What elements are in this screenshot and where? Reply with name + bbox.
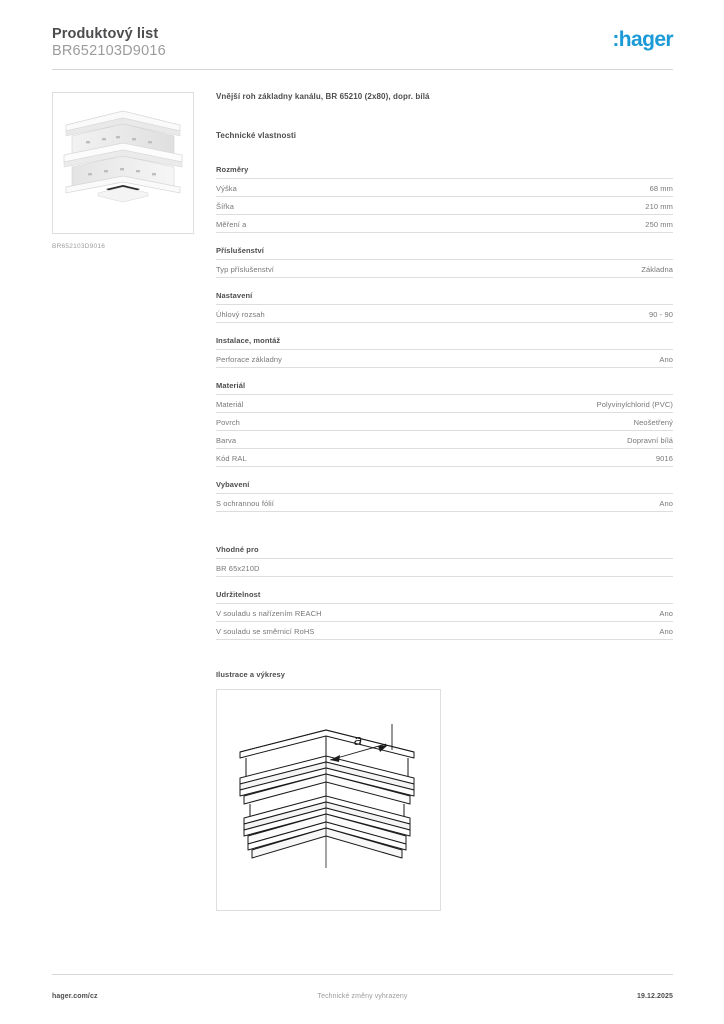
hager-logo: :hager	[612, 28, 673, 51]
spec-row	[216, 395, 673, 413]
spec-group	[216, 246, 673, 278]
product-photo-external-corner-icon	[58, 103, 188, 223]
title-block	[52, 26, 166, 60]
spec-group	[216, 480, 673, 512]
product-photo-frame	[52, 92, 194, 234]
page-title: Produktový list	[52, 26, 159, 42]
spec-value: Ano	[659, 626, 673, 636]
spec-label: Šířka	[216, 201, 235, 211]
spec-group-title: Vhodné pro	[216, 545, 673, 559]
spec-value: 9016	[655, 453, 673, 463]
spec-group	[216, 291, 673, 323]
product-image-column	[52, 92, 194, 250]
spec-label: S ochrannou fólií	[216, 498, 274, 508]
technical-properties-title: Technické vlastnosti	[216, 131, 297, 140]
spec-label: Perforace základny	[216, 354, 283, 364]
page-footer	[52, 993, 673, 1000]
spec-value: Základna	[641, 264, 673, 274]
spec-value: 250 mm	[645, 219, 673, 229]
spec-value: Dopravní bílá	[627, 435, 673, 445]
spec-label: Typ příslušenství	[216, 264, 274, 274]
footer-divider	[52, 974, 673, 975]
spec-row	[216, 431, 673, 449]
spec-label: Barva	[216, 435, 237, 445]
spec-group-title: Nastavení	[216, 291, 673, 305]
footer-disclaimer: Technické změny vyhrazeny	[317, 993, 408, 1000]
spec-label: Měření a	[216, 219, 247, 229]
spec-label: V souladu s nařízením REACH	[216, 608, 322, 618]
spec-label: Materiál	[216, 399, 244, 409]
product-reference: BR652103D9016	[52, 43, 166, 60]
spec-group	[216, 381, 673, 467]
dimension-label-a: a	[353, 732, 363, 749]
page-header	[52, 26, 673, 70]
spec-value: Ano	[659, 498, 673, 508]
spec-group-title: Rozměry	[216, 165, 673, 179]
spec-group-title: Vybavení	[216, 480, 673, 494]
product-description: Vnější roh základny kanálu, BR 65210 (2x80), dopr. bílá	[216, 92, 430, 101]
spec-row	[216, 413, 673, 431]
spec-label: Povrch	[216, 417, 240, 427]
spec-group-title: Materiál	[216, 381, 673, 395]
spec-group	[216, 545, 673, 577]
spec-row	[216, 197, 673, 215]
spec-group	[216, 590, 673, 640]
spec-group	[216, 165, 673, 233]
spec-row	[216, 179, 673, 197]
spec-group-title: Příslušenství	[216, 246, 673, 260]
spec-row	[216, 305, 673, 323]
spec-row	[216, 604, 673, 622]
spec-value: 68 mm	[649, 183, 673, 193]
spec-value: Polyvinylchlorid (PVC)	[596, 399, 673, 409]
footer-website[interactable]: hager.com/cz	[52, 993, 98, 1000]
spec-value: 90 - 90	[648, 309, 673, 319]
footer-date: 19.12.2025	[636, 993, 673, 1000]
spec-value: Ano	[659, 354, 673, 364]
spec-label: V souladu se směrnicí RoHS	[216, 626, 315, 636]
spec-row	[216, 350, 673, 368]
spec-label: BR 65x210D	[216, 563, 260, 573]
spec-row	[216, 494, 673, 512]
spec-row	[216, 622, 673, 640]
spec-value: Neošetřený	[633, 417, 673, 427]
header-divider	[52, 69, 673, 70]
spec-value: 210 mm	[645, 201, 673, 211]
technical-drawing-external-corner-icon	[226, 700, 431, 900]
spec-row	[216, 559, 673, 577]
product-photo-caption: BR652103D9016	[52, 243, 106, 250]
spec-group-title: Instalace, montáž	[216, 336, 673, 350]
spec-label: Kód RAL	[216, 453, 247, 463]
spec-value: Ano	[659, 608, 673, 618]
spec-group-title: Udržitelnost	[216, 590, 673, 604]
spec-group	[216, 336, 673, 368]
spec-label: Výška	[216, 183, 237, 193]
spec-row	[216, 260, 673, 278]
technical-drawing-frame	[216, 689, 441, 911]
spec-label: Úhlový rozsah	[216, 309, 265, 319]
spec-groups-container	[216, 165, 673, 640]
specifications-column	[216, 92, 673, 911]
illustrations-title: Ilustrace a výkresy	[216, 670, 286, 679]
spec-row	[216, 449, 673, 467]
spec-row	[216, 215, 673, 233]
